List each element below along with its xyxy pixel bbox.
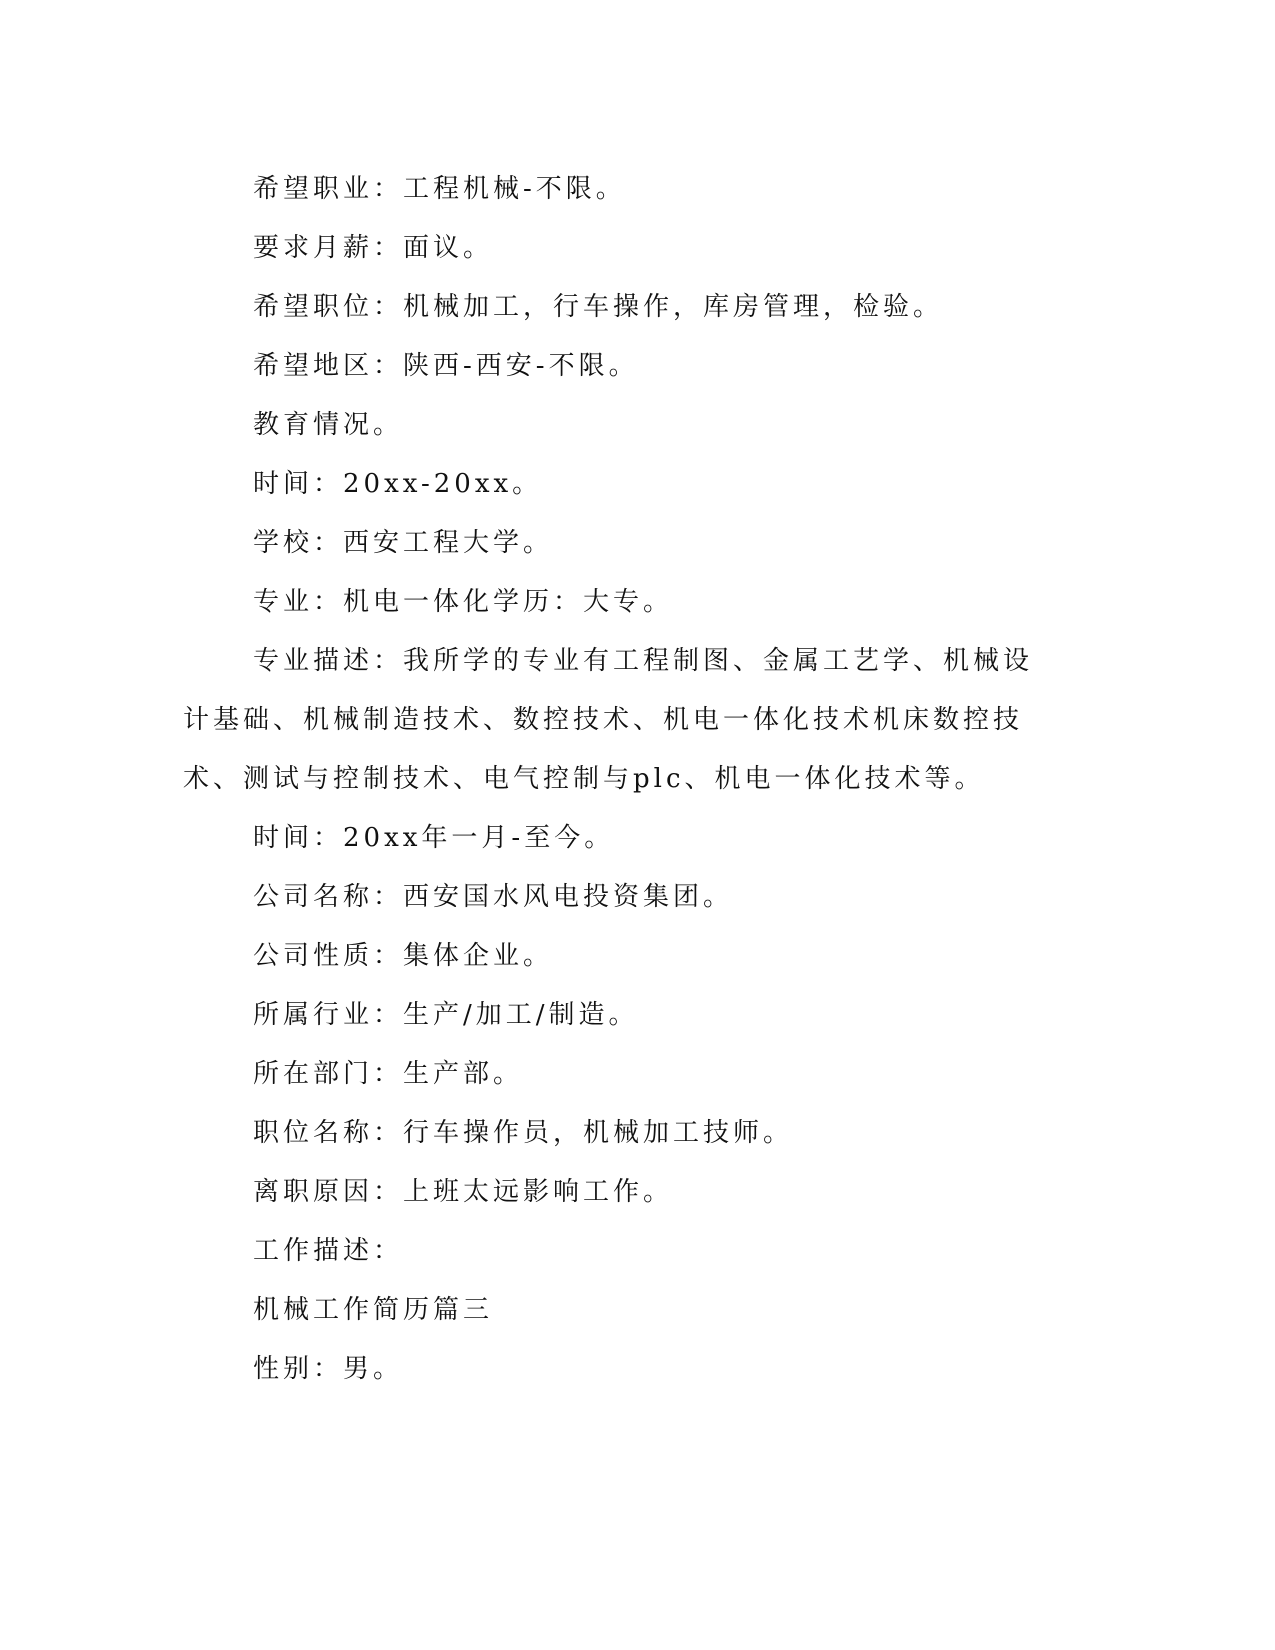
work-description: 工作描述： [253,1236,404,1266]
company-name: 公司名称：西安国水风电投资集团。 [253,882,734,912]
leaving-reason: 离职原因：上班太远影响工作。 [253,1177,674,1207]
section-heading: 机械工作简历篇三 [253,1295,494,1325]
education-time: 时间：20xx-20xx。 [253,469,543,499]
industry: 所属行业：生产/加工/制造。 [253,1000,639,1030]
document-body [183,160,1063,1399]
major-degree: 专业：机电一体化学历：大专。 [253,587,674,617]
job-title: 职位名称：行车操作员，机械加工技师。 [253,1118,794,1148]
desired-occupation: 希望职业：工程机械-不限。 [253,174,626,204]
desired-position: 希望职位：机械加工，行车操作，库房管理，检验。 [253,292,944,322]
salary-requirement: 要求月薪：面议。 [253,233,494,263]
education-heading: 教育情况。 [253,410,404,440]
school: 学校：西安工程大学。 [253,528,554,558]
major-description: 专业描述：我所学的专业有工程制图、金属工艺学、机械设计基础、机械制造技术、数控技术、机电一体化技术机床数控技术、测试与控制技术、电气控制与plc、机电一体化技术等。 [183,646,1034,794]
work-time: 时间：20xx年一月-至今。 [253,823,615,853]
gender: 性别：男。 [253,1354,404,1384]
desired-region: 希望地区：陕西-西安-不限。 [253,351,639,381]
department: 所在部门：生产部。 [253,1059,524,1089]
company-nature: 公司性质：集体企业。 [253,941,554,971]
